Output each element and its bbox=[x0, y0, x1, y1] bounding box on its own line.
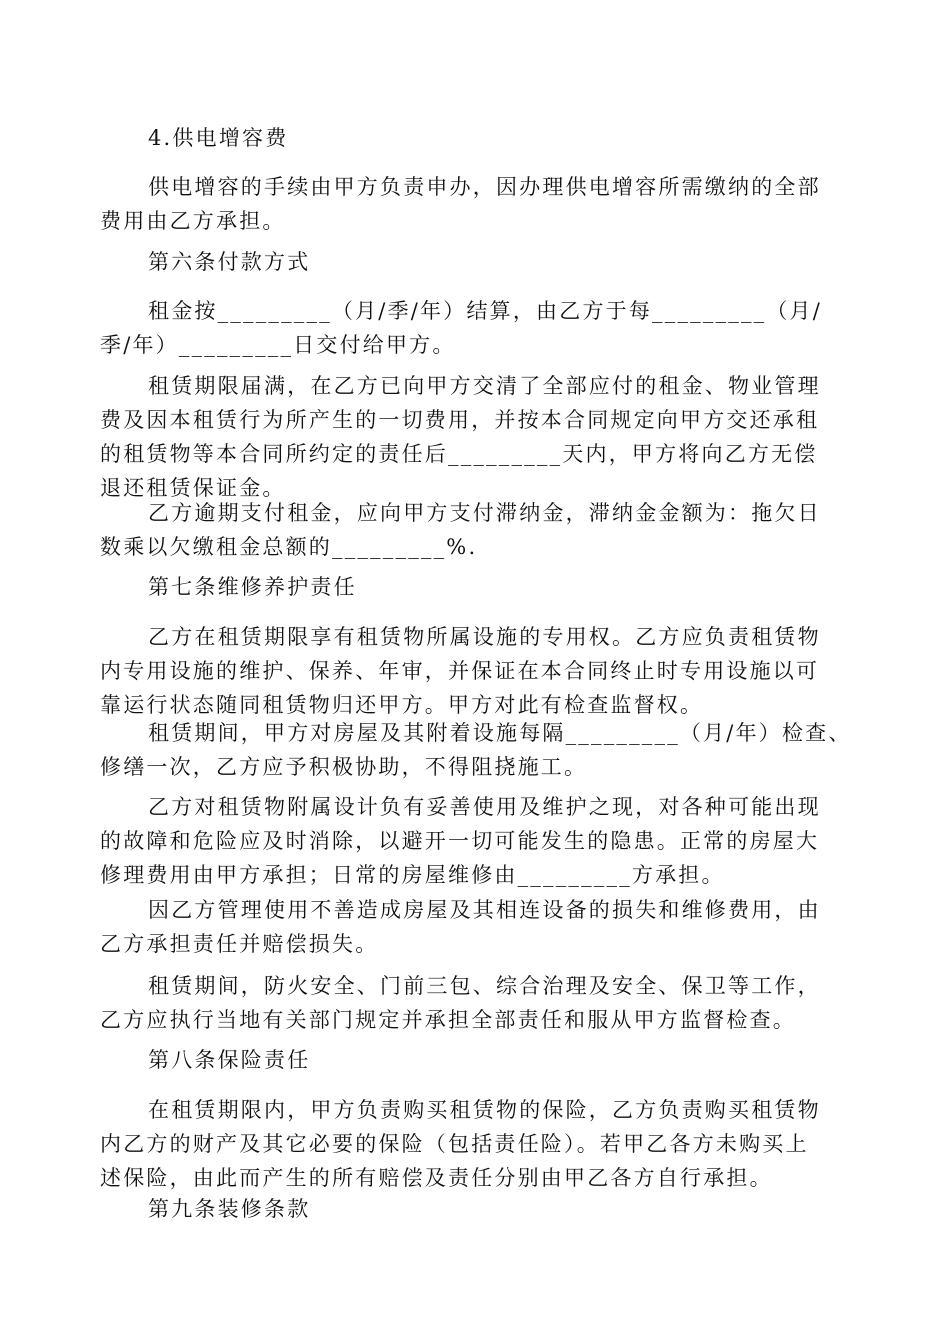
paragraph-late-fee bbox=[100, 496, 860, 564]
text-line: 修缮一次，乙方应予积极协助，不得阻挠施工。 bbox=[100, 755, 588, 779]
text-line: 第七条维修养护责任 bbox=[148, 575, 357, 599]
text-line: 数乘以欠缴租金总额的_________%. bbox=[100, 535, 478, 559]
section-heading-power-capacity-fee bbox=[100, 121, 860, 155]
text-line: 的租赁物等本合同所约定的责任后_________天内，甲方将向乙方无偿 bbox=[100, 442, 818, 466]
text-line: 乙方逾期支付租金，应向甲方支付滞纳金，滞纳金金额为：拖欠日 bbox=[148, 501, 821, 525]
article-heading-payment-method bbox=[100, 245, 860, 279]
text-line: 靠运行状态随同租赁物归还甲方。甲方对此有检查监督权。 bbox=[100, 693, 704, 717]
paragraph-repair-costs bbox=[100, 790, 860, 892]
paragraph-fire-safety bbox=[100, 969, 860, 1037]
text-line: 因乙方管理使用不善造成房屋及其相连设备的损失和维修费用，由 bbox=[148, 898, 821, 922]
paragraph-exclusive-use bbox=[100, 620, 860, 722]
paragraph-damage-liability bbox=[100, 893, 860, 961]
text-line: 租金按_________（月/季/年）结算，由乙方于每_________（月/ bbox=[148, 299, 823, 323]
text-line: 在租赁期限内，甲方负责购买租赁物的保险，乙方负责购买租赁物 bbox=[148, 1098, 821, 1122]
text-line: 乙方在租赁期限享有租赁物所属设施的专用权。乙方应负责租赁物 bbox=[148, 625, 821, 649]
paragraph-insurance bbox=[100, 1093, 860, 1195]
text-line: 租赁期间，甲方对房屋及其附着设施每隔_________（月/年）检查、 bbox=[148, 721, 852, 745]
text-line: 第八条保险责任 bbox=[148, 1048, 311, 1072]
paragraph-power-capacity bbox=[100, 170, 860, 238]
paragraph-inspection bbox=[100, 716, 860, 784]
text-line: 乙方应执行当地有关部门规定并承担全部责任和服从甲方监督检查。 bbox=[100, 1008, 796, 1032]
paragraph-rent-settlement bbox=[100, 294, 860, 362]
text-line: 乙方承担责任并赔偿损失。 bbox=[100, 932, 379, 956]
text-line: 第九条装修条款 bbox=[148, 1197, 311, 1221]
text-line: 的故障和危险应及时消除，以避开一切可能发生的隐患。正常的房屋大 bbox=[100, 829, 820, 853]
text-line: 退还租赁保证金。 bbox=[100, 476, 286, 500]
article-heading-decoration bbox=[100, 1192, 860, 1226]
text-line: 述保险，由此而产生的所有赔偿及责任分别由甲乙各方自行承担。 bbox=[100, 1166, 773, 1190]
text-line: 费用由乙方承担。 bbox=[100, 209, 286, 233]
text-line: 租赁期限届满，在乙方已向甲方交清了全部应付的租金、物业管理 bbox=[148, 374, 821, 398]
article-heading-maintenance bbox=[100, 570, 860, 604]
text-line: 租赁期间，防火安全、门前三包、综合治理及安全、保卫等工作， bbox=[148, 974, 821, 998]
text-line: 供电增容的手续由甲方负责申办，因办理供电增容所需缴纳的全部 bbox=[148, 175, 821, 199]
text-line: 第六条付款方式 bbox=[148, 250, 311, 274]
text-line: 内乙方的财产及其它必要的保险（包括责任险）。若甲乙各方未购买上 bbox=[100, 1132, 809, 1156]
text-line: 内专用设施的维护、保养、年审，并保证在本合同终止时专用设施以可 bbox=[100, 659, 820, 683]
text-line: 4.供电增容费 bbox=[148, 126, 289, 150]
text-line: 费及因本租赁行为所产生的一切费用，并按本合同规定向甲方交还承租 bbox=[100, 408, 820, 432]
text-line: 季/年）_________日交付给甲方。 bbox=[100, 333, 456, 357]
paragraph-deposit-refund bbox=[100, 369, 860, 505]
article-heading-insurance bbox=[100, 1043, 860, 1077]
text-line: 修理费用由甲方承担；日常的房屋维修由_________方承担。 bbox=[100, 863, 725, 887]
text-line: 乙方对租赁物附属设计负有妥善使用及维护之现，对各种可能出现 bbox=[148, 795, 821, 819]
